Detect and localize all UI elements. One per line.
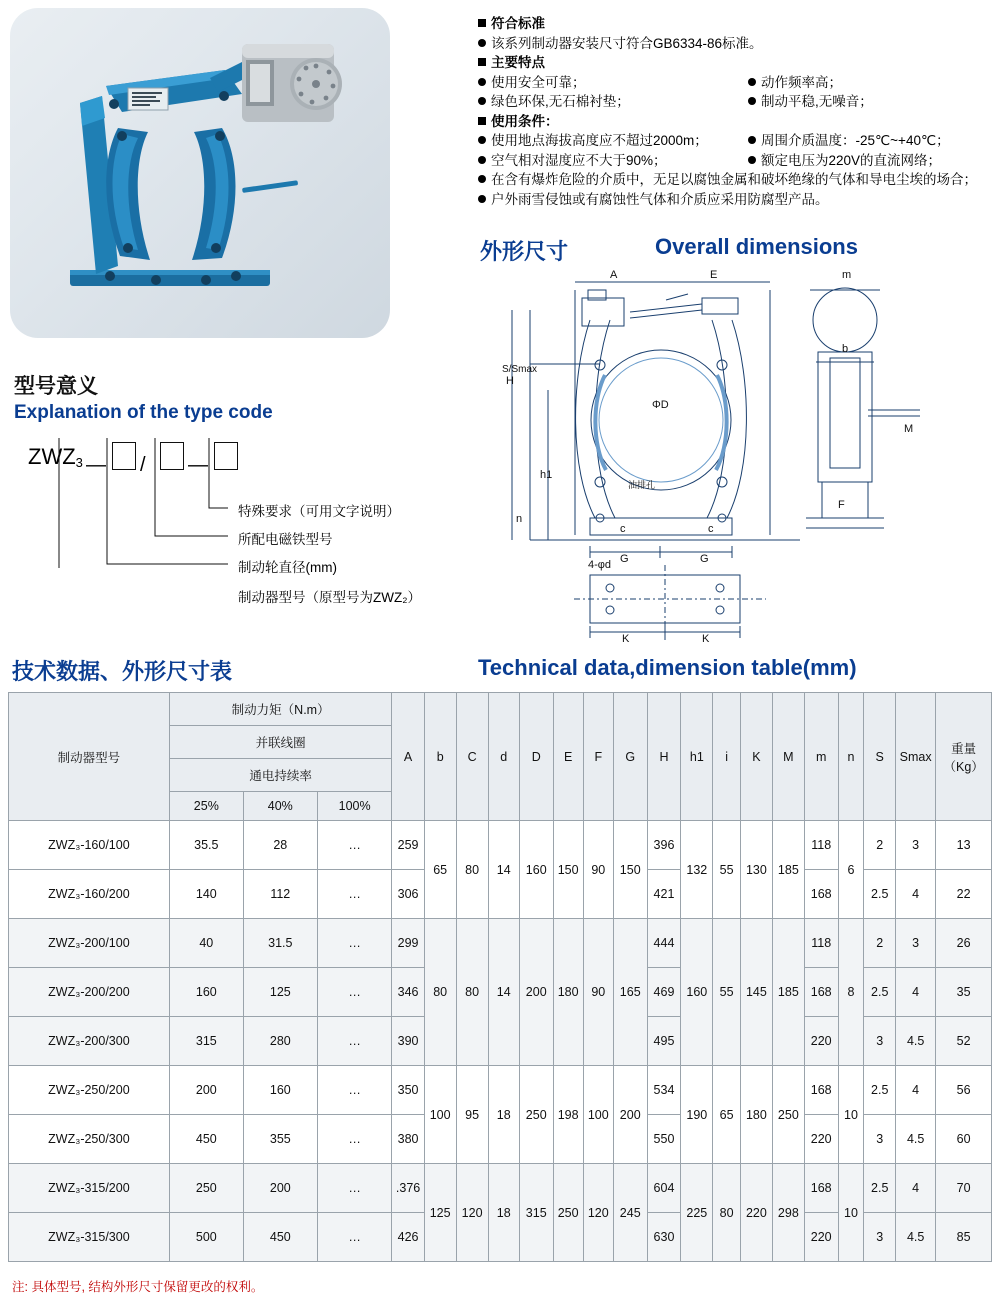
cell-weight: 13 — [936, 821, 992, 870]
cell-model: ZWZ₃-250/200 — [9, 1066, 170, 1115]
cell-i: 65 — [713, 1066, 741, 1164]
cell-m: 118 — [804, 821, 838, 870]
table-row — [9, 1164, 992, 1213]
cell-model: ZWZ₃-200/100 — [9, 919, 170, 968]
cell-E: 150 — [553, 821, 583, 919]
cell-d: 14 — [488, 821, 519, 919]
cell-S: 2 — [864, 821, 896, 870]
cell-weight: 56 — [936, 1066, 992, 1115]
th-E: E — [553, 693, 583, 821]
cell-t25: 40 — [169, 919, 243, 968]
cell-model: ZWZ₃-200/300 — [9, 1017, 170, 1066]
dot-bullet-icon — [748, 78, 756, 86]
dot-bullet-icon — [478, 97, 486, 105]
table-title-cn: 技术数据、外形尺寸表 — [12, 659, 233, 684]
cell-weight: 52 — [936, 1017, 992, 1066]
condition-tail-1: 在含有爆炸危险的介质中，无足以腐蚀金属和破坏绝缘的气体和导电尘埃的场合； — [478, 170, 990, 190]
technical-data-table — [8, 692, 992, 1262]
type-code-title-en: Explanation of the type code — [14, 402, 273, 423]
cell-t25: 500 — [169, 1213, 243, 1262]
th-model: 制动器型号 — [9, 693, 170, 821]
cell-H: 469 — [647, 968, 681, 1017]
cell-weight: 70 — [936, 1164, 992, 1213]
th-b: b — [424, 693, 456, 821]
cell-weight: 35 — [936, 968, 992, 1017]
dim-label-hole: 油排孔 — [628, 480, 656, 490]
th-C: C — [456, 693, 488, 821]
cell-t40: 160 — [243, 1066, 317, 1115]
cell-D: 160 — [519, 821, 553, 919]
condition-tail-2: 户外雨雪侵蚀或有腐蚀性气体和介质应采用防腐型产品。 — [478, 190, 990, 210]
cell-K: 145 — [740, 919, 772, 1066]
brake-illustration — [10, 8, 390, 338]
cell-M: 185 — [772, 919, 804, 1066]
leader-label-special-requirement: 特殊要求（可用文字说明） — [238, 504, 400, 519]
table-row — [9, 1066, 992, 1115]
cell-Smax: 3 — [896, 821, 936, 870]
th-coil: 并联线圈 — [169, 726, 392, 759]
specification-text — [478, 14, 990, 209]
cell-A: .376 — [392, 1164, 424, 1213]
cell-Smax: 4.5 — [896, 1213, 936, 1262]
cell-S: 2 — [864, 919, 896, 968]
th-duty-25: 25% — [169, 792, 243, 821]
cell-S: 2.5 — [864, 870, 896, 919]
leader-label-brake-model: 制动器型号（原型号为ZWZ₂） — [238, 590, 421, 605]
cell-n: 10 — [838, 1066, 864, 1164]
th-i: i — [713, 693, 741, 821]
th-G: G — [613, 693, 647, 821]
dim-label-b: b — [842, 343, 849, 355]
dot-bullet-icon — [748, 97, 756, 105]
dim-label-m: m — [842, 269, 852, 281]
th-duty-100: 100% — [317, 792, 392, 821]
cell-Smax: 4 — [896, 870, 936, 919]
cell-H: 495 — [647, 1017, 681, 1066]
cell-A: 259 — [392, 821, 424, 870]
code-slash: / — [140, 454, 146, 476]
th-M: M — [772, 693, 804, 821]
cell-K: 180 — [740, 1066, 772, 1164]
cell-E: 198 — [553, 1066, 583, 1164]
cell-H: 550 — [647, 1115, 681, 1164]
cell-t40: 450 — [243, 1213, 317, 1262]
cell-F: 90 — [583, 919, 613, 1066]
cell-t25: 200 — [169, 1066, 243, 1115]
table-header-row-1 — [9, 693, 992, 726]
cell-M: 185 — [772, 821, 804, 919]
dim-label-A: A — [610, 269, 618, 281]
cell-h1: 132 — [681, 821, 713, 919]
cell-G: 200 — [613, 1066, 647, 1164]
leader-label-wheel-diameter: 制动轮直径(mm) — [238, 560, 337, 575]
cell-i: 55 — [713, 919, 741, 1066]
dim-label-K1: K — [622, 633, 630, 645]
cell-d: 14 — [488, 919, 519, 1066]
dot-bullet-icon — [478, 136, 486, 144]
cell-C: 120 — [456, 1164, 488, 1262]
cell-h1: 190 — [681, 1066, 713, 1164]
cell-F: 100 — [583, 1066, 613, 1164]
spec-standard-head: 符合标准 — [478, 14, 990, 34]
cell-A: 350 — [392, 1066, 424, 1115]
cell-b: 125 — [424, 1164, 456, 1262]
leader-label-magnet-model: 所配电磁铁型号 — [238, 532, 333, 547]
dim-label-G1: G — [620, 553, 629, 565]
th-H: H — [647, 693, 681, 821]
cell-t100: … — [317, 1213, 392, 1262]
cell-model: ZWZ₃-315/200 — [9, 1164, 170, 1213]
th-A: A — [392, 693, 424, 821]
cell-weight: 60 — [936, 1115, 992, 1164]
cell-H: 604 — [647, 1164, 681, 1213]
cell-D: 200 — [519, 919, 553, 1066]
cell-H: 444 — [647, 919, 681, 968]
footer-note: 注: 具体型号, 结构外形尺寸保留更改的权利。 — [12, 1280, 264, 1294]
cell-t100: … — [317, 1017, 392, 1066]
cell-d: 18 — [488, 1164, 519, 1262]
dim-label-M: M — [904, 423, 914, 435]
th-weight — [936, 693, 992, 821]
cell-m: 118 — [804, 919, 838, 968]
dimensions-title-en: Overall dimensions — [655, 234, 858, 259]
cell-Smax: 4 — [896, 968, 936, 1017]
th-F: F — [583, 693, 613, 821]
dot-bullet-icon — [478, 156, 486, 164]
cell-model: ZWZ₃-160/200 — [9, 870, 170, 919]
code-dash-1: — — [86, 454, 106, 476]
cell-A: 306 — [392, 870, 424, 919]
dot-bullet-icon — [478, 195, 486, 203]
th-n: n — [838, 693, 864, 821]
th-duty: 通电持续率 — [169, 759, 392, 792]
type-code-leader-lines — [0, 408, 460, 568]
cell-C: 95 — [456, 1066, 488, 1164]
cell-A: 390 — [392, 1017, 424, 1066]
cell-F: 120 — [583, 1164, 613, 1262]
cell-m: 168 — [804, 968, 838, 1017]
cell-Smax: 4 — [896, 1164, 936, 1213]
dim-label-bolt: 4-φd — [588, 559, 612, 571]
condition-row: 使用地点海拔高度应不超过2000m； 周围介质温度：-25℃~+40℃； — [478, 131, 990, 151]
cell-Smax: 4.5 — [896, 1115, 936, 1164]
dim-label-H: H — [506, 375, 514, 387]
cell-D: 250 — [519, 1066, 553, 1164]
code-dash-2: — — [188, 454, 208, 476]
square-bullet-icon — [478, 19, 486, 27]
cell-m: 220 — [804, 1213, 838, 1262]
cell-b: 100 — [424, 1066, 456, 1164]
th-m: m — [804, 693, 838, 821]
feature-row: 绿色环保,无石棉衬垫； 制动平稳,无噪音； — [478, 92, 990, 112]
overall-dimension-drawing — [470, 260, 990, 650]
cell-H: 534 — [647, 1066, 681, 1115]
spec-conditions-head: 使用条件： — [478, 112, 990, 132]
dim-label-c2: c — [708, 523, 714, 535]
cell-G: 165 — [613, 919, 647, 1066]
cell-Smax: 4.5 — [896, 1017, 936, 1066]
dim-label-E: E — [710, 269, 718, 281]
th-Smax: Smax — [896, 693, 936, 821]
cell-i: 80 — [713, 1164, 741, 1262]
cell-model: ZWZ₃-250/300 — [9, 1115, 170, 1164]
spec-standard-line: 该系列制动器安装尺寸符合GB6334-86标准。 — [478, 34, 990, 54]
cell-Smax: 3 — [896, 919, 936, 968]
dim-label-smax: S/Smax — [502, 364, 538, 375]
cell-S: 2.5 — [864, 968, 896, 1017]
table-row — [9, 821, 992, 870]
cell-M: 298 — [772, 1164, 804, 1262]
dim-label-G2: G — [700, 553, 709, 565]
cell-m: 220 — [804, 1017, 838, 1066]
cell-D: 315 — [519, 1164, 553, 1262]
cell-t25: 450 — [169, 1115, 243, 1164]
spec-features-head: 主要特点 — [478, 53, 990, 73]
cell-t40: 112 — [243, 870, 317, 919]
cell-H: 421 — [647, 870, 681, 919]
cell-h1: 160 — [681, 919, 713, 1066]
cell-t25: 35.5 — [169, 821, 243, 870]
cell-t25: 140 — [169, 870, 243, 919]
cell-m: 168 — [804, 1164, 838, 1213]
cell-t40: 200 — [243, 1164, 317, 1213]
cell-t25: 160 — [169, 968, 243, 1017]
th-weight-cn: 重量 — [951, 741, 977, 756]
type-code-title-cn: 型号意义 — [14, 375, 98, 398]
dim-label-F: F — [838, 499, 845, 511]
cell-model: ZWZ₃-315/300 — [9, 1213, 170, 1262]
cell-Smax: 4 — [896, 1066, 936, 1115]
cell-C: 80 — [456, 919, 488, 1066]
dim-label-n: n — [516, 513, 523, 525]
cell-m: 168 — [804, 1066, 838, 1115]
cell-t100: … — [317, 919, 392, 968]
cell-t40: 125 — [243, 968, 317, 1017]
type-code-prefix: $ZWZ_3$ — [28, 444, 83, 470]
th-d: d — [488, 693, 519, 821]
dim-label-c1: c — [620, 523, 626, 535]
cell-A: 299 — [392, 919, 424, 968]
cell-t100: … — [317, 1164, 392, 1213]
th-weight-unit: （Kg） — [943, 759, 984, 774]
cell-A: 380 — [392, 1115, 424, 1164]
cell-G: 245 — [613, 1164, 647, 1262]
dot-bullet-icon — [478, 175, 486, 183]
cell-model: ZWZ₃-200/200 — [9, 968, 170, 1017]
cell-t40: 355 — [243, 1115, 317, 1164]
cell-A: 346 — [392, 968, 424, 1017]
cell-t40: 280 — [243, 1017, 317, 1066]
th-K: K — [740, 693, 772, 821]
dim-label-D: ΦD — [652, 399, 669, 411]
cell-b: 80 — [424, 919, 456, 1066]
cell-h1: 225 — [681, 1164, 713, 1262]
cell-S: 3 — [864, 1213, 896, 1262]
square-bullet-icon — [478, 58, 486, 66]
cell-i: 55 — [713, 821, 741, 919]
cell-K: 220 — [740, 1164, 772, 1262]
feature-row: 使用安全可靠； 动作频率高； — [478, 73, 990, 93]
table-row — [9, 919, 992, 968]
product-photo — [10, 8, 390, 338]
dot-bullet-icon — [478, 39, 486, 47]
table-body — [9, 821, 992, 1262]
cell-t40: 31.5 — [243, 919, 317, 968]
cell-t25: 250 — [169, 1164, 243, 1213]
condition-row: 空气相对湿度应不大于90%； 额定电压为220V的直流网络； — [478, 151, 990, 171]
cell-C: 80 — [456, 821, 488, 919]
cell-F: 90 — [583, 821, 613, 919]
cell-H: 396 — [647, 821, 681, 870]
cell-t100: … — [317, 1066, 392, 1115]
cell-n: 8 — [838, 919, 864, 1066]
cell-d: 18 — [488, 1066, 519, 1164]
cell-H: 630 — [647, 1213, 681, 1262]
table-title-en: Technical data,dimension table(mm) — [478, 655, 857, 680]
cell-M: 250 — [772, 1066, 804, 1164]
cell-n: 10 — [838, 1164, 864, 1262]
cell-b: 65 — [424, 821, 456, 919]
cell-t25: 315 — [169, 1017, 243, 1066]
cell-S: 2.5 — [864, 1066, 896, 1115]
cell-S: 2.5 — [864, 1164, 896, 1213]
cell-A: 426 — [392, 1213, 424, 1262]
dim-label-K2: K — [702, 633, 710, 645]
cell-S: 3 — [864, 1017, 896, 1066]
cell-t100: … — [317, 1115, 392, 1164]
th-torque: 制动力矩（N.m） — [169, 693, 392, 726]
cell-S: 3 — [864, 1115, 896, 1164]
cell-t40: 28 — [243, 821, 317, 870]
dot-bullet-icon — [748, 156, 756, 164]
cell-m: 220 — [804, 1115, 838, 1164]
cell-t100: … — [317, 821, 392, 870]
th-D: D — [519, 693, 553, 821]
dot-bullet-icon — [478, 78, 486, 86]
cell-G: 150 — [613, 821, 647, 919]
cell-weight: 85 — [936, 1213, 992, 1262]
cell-E: 250 — [553, 1164, 583, 1262]
th-duty-40: 40% — [243, 792, 317, 821]
cell-E: 180 — [553, 919, 583, 1066]
dim-label-h1: h1 — [540, 469, 553, 481]
square-bullet-icon — [478, 117, 486, 125]
cell-t100: … — [317, 870, 392, 919]
dot-bullet-icon — [748, 136, 756, 144]
th-S: S — [864, 693, 896, 821]
dimensions-title-cn: 外形尺寸 — [480, 239, 569, 264]
cell-K: 130 — [740, 821, 772, 919]
cell-weight: 22 — [936, 870, 992, 919]
cell-weight: 26 — [936, 919, 992, 968]
cell-m: 168 — [804, 870, 838, 919]
cell-model: ZWZ₃-160/100 — [9, 821, 170, 870]
th-h1: h1 — [681, 693, 713, 821]
cell-t100: … — [317, 968, 392, 1017]
cell-n: 6 — [838, 821, 864, 919]
